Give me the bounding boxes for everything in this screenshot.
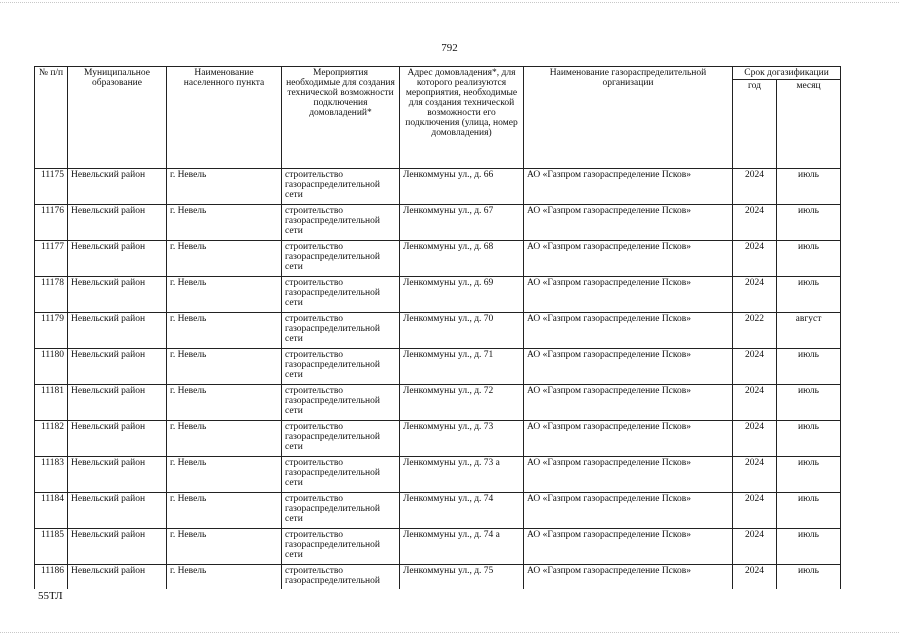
cell-measures: строительство газораспределительной сети [282,349,400,385]
scan-artifact-top [0,2,899,4]
header-row [35,67,841,80]
cell-num: 11175 [35,169,68,205]
table-row [35,205,841,241]
cell-month: июль [777,241,841,277]
cell-year: 2024 [733,205,777,241]
cell-month: июль [777,169,841,205]
cell-municipality: Невельский район [68,493,167,529]
header-deadline: Срок догазификации [733,67,841,80]
cell-measures: строительство газораспределительной сети [282,277,400,313]
scan-artifact-bottom [0,632,899,634]
cell-address: Ленкоммуны ул., д. 69 [400,277,524,313]
cell-municipality: Невельский район [68,277,167,313]
cell-address: Ленкоммуны ул., д. 66 [400,169,524,205]
cell-num: 11186 [35,565,68,590]
header-measures: Мероприятия необходимые для создания технической возможности подключения домовладений* [282,67,400,169]
table-row [35,529,841,565]
cell-gas-org: АО «Газпром газораспределение Псков» [524,529,733,565]
cell-month: июль [777,349,841,385]
table-body [35,169,841,590]
cell-year: 2024 [733,421,777,457]
cell-measures: строительство газораспределительной сети [282,493,400,529]
cell-month: июль [777,493,841,529]
cell-year: 2024 [733,457,777,493]
cell-gas-org: АО «Газпром газораспределение Псков» [524,277,733,313]
cell-address: Ленкоммуны ул., д. 72 [400,385,524,421]
cell-gas-org: АО «Газпром газораспределение Псков» [524,169,733,205]
header-gas-org: Наименование газораспределительной организации [524,67,733,169]
cell-settlement: г. Невель [167,493,282,529]
cell-num: 11179 [35,313,68,349]
cell-municipality: Невельский район [68,565,167,590]
cell-municipality: Невельский район [68,421,167,457]
cell-address: Ленкоммуны ул., д. 74 [400,493,524,529]
cell-year: 2024 [733,277,777,313]
header-month: месяц [777,80,841,169]
cell-num: 11180 [35,349,68,385]
table-row [35,241,841,277]
cell-settlement: г. Невель [167,529,282,565]
cell-measures: строительство газораспределительной сети [282,313,400,349]
cell-address: Ленкоммуны ул., д. 73 [400,421,524,457]
cell-settlement: г. Невель [167,385,282,421]
cell-settlement: г. Невель [167,241,282,277]
cell-address: Ленкоммуны ул., д. 68 [400,241,524,277]
table-row [35,385,841,421]
cell-settlement: г. Невель [167,421,282,457]
cell-year: 2024 [733,385,777,421]
cell-municipality: Невельский район [68,169,167,205]
cell-year: 2024 [733,169,777,205]
cell-measures: строительство газораспределительной [282,565,400,590]
table-row [35,493,841,529]
cell-month: июль [777,421,841,457]
cell-month: август [777,313,841,349]
cell-year: 2024 [733,241,777,277]
footer-code: 55ТЛ [38,590,63,602]
table-row [35,565,841,590]
cell-address: Ленкоммуны ул., д. 75 [400,565,524,590]
cell-month: июль [777,385,841,421]
cell-gas-org: АО «Газпром газораспределение Псков» [524,385,733,421]
cell-settlement: г. Невель [167,169,282,205]
cell-num: 11176 [35,205,68,241]
cell-month: июль [777,457,841,493]
table-row [35,169,841,205]
cell-gas-org: АО «Газпром газораспределение Псков» [524,349,733,385]
cell-num: 11182 [35,421,68,457]
cell-municipality: Невельский район [68,241,167,277]
cell-municipality: Невельский район [68,205,167,241]
cell-settlement: г. Невель [167,277,282,313]
cell-address: Ленкоммуны ул., д. 74 а [400,529,524,565]
cell-gas-org: АО «Газпром газораспределение Псков» [524,493,733,529]
cell-address: Ленкоммуны ул., д. 70 [400,313,524,349]
cell-gas-org: АО «Газпром газораспределение Псков» [524,565,733,590]
cell-measures: строительство газораспределительной сети [282,205,400,241]
cell-gas-org: АО «Газпром газораспределение Псков» [524,205,733,241]
cell-month: июль [777,529,841,565]
cell-gas-org: АО «Газпром газораспределение Псков» [524,457,733,493]
gasification-table [34,66,841,589]
header-municipality: Муниципальное образование [68,67,167,169]
table-row [35,277,841,313]
cell-measures: строительство газораспределительной сети [282,421,400,457]
cell-municipality: Невельский район [68,529,167,565]
cell-year: 2024 [733,565,777,590]
cell-gas-org: АО «Газпром газораспределение Псков» [524,421,733,457]
table-row [35,421,841,457]
header-year: год [733,80,777,169]
cell-month: июль [777,277,841,313]
cell-num: 11178 [35,277,68,313]
cell-address: Ленкоммуны ул., д. 73 а [400,457,524,493]
cell-num: 11177 [35,241,68,277]
page-number: 792 [441,42,458,54]
cell-settlement: г. Невель [167,565,282,590]
cell-municipality: Невельский район [68,349,167,385]
cell-measures: строительство газораспределительной сети [282,529,400,565]
cell-municipality: Невельский район [68,385,167,421]
cell-num: 11181 [35,385,68,421]
cell-address: Ленкоммуны ул., д. 67 [400,205,524,241]
cell-settlement: г. Невель [167,349,282,385]
cell-num: 11184 [35,493,68,529]
cell-measures: строительство газораспределительной сети [282,169,400,205]
cell-num: 11185 [35,529,68,565]
cell-settlement: г. Невель [167,205,282,241]
cell-num: 11183 [35,457,68,493]
cell-month: июль [777,565,841,590]
header-address: Адрес домовладения*, для которого реализуются мероприятия, необходимые для создания технической возможности его подключения (улица, номер домовладения) [400,67,524,169]
cell-settlement: г. Невель [167,313,282,349]
cell-municipality: Невельский район [68,457,167,493]
cell-measures: строительство газораспределительной сети [282,241,400,277]
header-num: № п/п [35,67,68,169]
header-settlement: Наименование населенного пункта [167,67,282,169]
table-row [35,313,841,349]
cell-year: 2022 [733,313,777,349]
cell-measures: строительство газораспределительной сети [282,457,400,493]
cell-municipality: Невельский район [68,313,167,349]
cell-year: 2024 [733,349,777,385]
cell-year: 2024 [733,493,777,529]
cell-month: июль [777,205,841,241]
table-row [35,349,841,385]
cell-year: 2024 [733,529,777,565]
table-row [35,457,841,493]
cell-gas-org: АО «Газпром газораспределение Псков» [524,241,733,277]
cell-settlement: г. Невель [167,457,282,493]
cell-gas-org: АО «Газпром газораспределение Псков» [524,313,733,349]
cell-address: Ленкоммуны ул., д. 71 [400,349,524,385]
cell-measures: строительство газораспределительной сети [282,385,400,421]
